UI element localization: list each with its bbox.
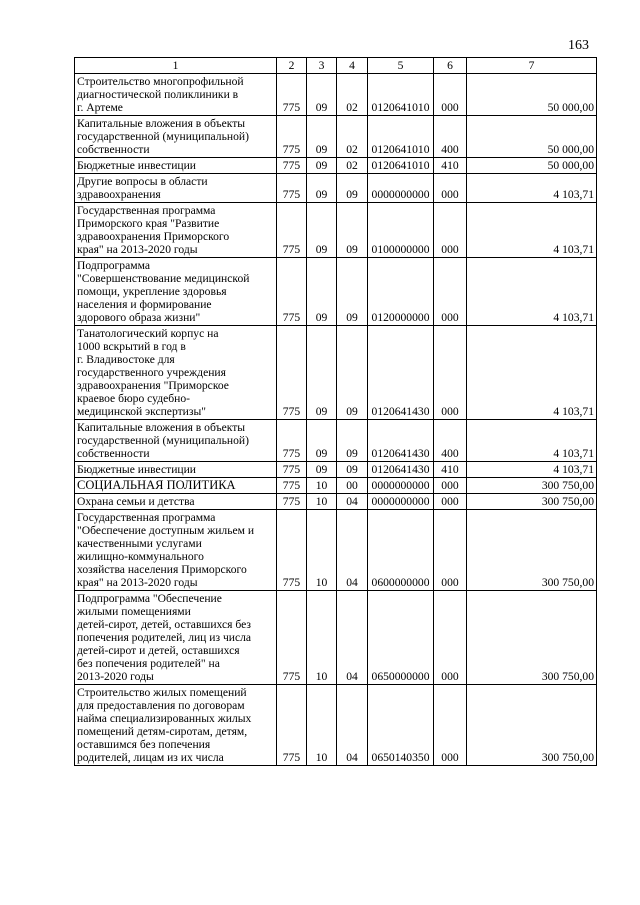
amount: 300 750,00 <box>467 510 597 591</box>
amount: 4 103,71 <box>467 420 597 462</box>
expense-type-code: 000 <box>434 258 467 326</box>
amount: 50 000,00 <box>467 158 597 174</box>
item-name: Государственная программа Приморского края "Развитие здравоохранения Приморского края" на 2013-2020 годы <box>75 203 277 258</box>
table-row <box>75 116 597 158</box>
subsection-code: 04 <box>337 510 368 591</box>
section-code: 10 <box>307 510 337 591</box>
subsection-code: 09 <box>337 420 368 462</box>
subsection-code: 09 <box>337 326 368 420</box>
section-code: 09 <box>307 326 337 420</box>
target-article-code: 0650000000 <box>368 591 434 685</box>
subsection-code: 02 <box>337 116 368 158</box>
subsection-code: 04 <box>337 494 368 510</box>
expense-type-code: 000 <box>434 174 467 203</box>
amount: 50 000,00 <box>467 116 597 158</box>
item-name: Подпрограмма "Совершенствование медицинской помощи, укрепление здоровья населения и формирование здорового образа жизни" <box>75 258 277 326</box>
table-row <box>75 462 597 478</box>
table-row <box>75 158 597 174</box>
ministry-code: 775 <box>277 258 307 326</box>
table-row <box>75 494 597 510</box>
expense-type-code: 000 <box>434 685 467 766</box>
amount: 50 000,00 <box>467 74 597 116</box>
ministry-code: 775 <box>277 510 307 591</box>
header-col-7: 7 <box>467 58 597 74</box>
amount: 4 103,71 <box>467 462 597 478</box>
header-col-6: 6 <box>434 58 467 74</box>
expense-type-code: 000 <box>434 494 467 510</box>
header-col-1: 1 <box>75 58 277 74</box>
table-row <box>75 685 597 766</box>
amount: 300 750,00 <box>467 494 597 510</box>
item-name: Капитальные вложения в объекты государственной (муниципальной) собственности <box>75 420 277 462</box>
subsection-code: 09 <box>337 174 368 203</box>
expense-type-code: 000 <box>434 478 467 494</box>
header-col-5: 5 <box>368 58 434 74</box>
target-article-code: 0600000000 <box>368 510 434 591</box>
ministry-code: 775 <box>277 74 307 116</box>
target-article-code: 0120641010 <box>368 116 434 158</box>
ministry-code: 775 <box>277 203 307 258</box>
expense-type-code: 400 <box>434 116 467 158</box>
item-name: Охрана семьи и детства <box>75 494 277 510</box>
amount: 300 750,00 <box>467 478 597 494</box>
table-row <box>75 420 597 462</box>
table-body <box>75 74 597 766</box>
ministry-code: 775 <box>277 174 307 203</box>
item-name: СОЦИАЛЬНАЯ ПОЛИТИКА <box>75 478 277 494</box>
page-number: 163 <box>568 38 589 53</box>
table-row <box>75 74 597 116</box>
section-code: 10 <box>307 591 337 685</box>
target-article-code: 0120641010 <box>368 158 434 174</box>
table-row <box>75 510 597 591</box>
section-code: 10 <box>307 478 337 494</box>
subsection-code: 04 <box>337 591 368 685</box>
subsection-code: 02 <box>337 74 368 116</box>
table-row <box>75 174 597 203</box>
table-row <box>75 326 597 420</box>
item-name: Строительство жилых помещений для предоставления по договорам найма специализированных жилых помещений детям-сиротам, детям, оставшимся без попечения родителей, лицам из их числа <box>75 685 277 766</box>
amount: 4 103,71 <box>467 174 597 203</box>
amount: 4 103,71 <box>467 326 597 420</box>
ministry-code: 775 <box>277 494 307 510</box>
amount: 300 750,00 <box>467 591 597 685</box>
ministry-code: 775 <box>277 591 307 685</box>
section-code: 09 <box>307 74 337 116</box>
target-article-code: 0650140350 <box>368 685 434 766</box>
table-row <box>75 591 597 685</box>
target-article-code: 0120641010 <box>368 74 434 116</box>
table-row <box>75 258 597 326</box>
expense-type-code: 400 <box>434 420 467 462</box>
amount: 4 103,71 <box>467 203 597 258</box>
subsection-code: 09 <box>337 203 368 258</box>
ministry-code: 775 <box>277 685 307 766</box>
section-code: 09 <box>307 420 337 462</box>
header-col-2: 2 <box>277 58 307 74</box>
target-article-code: 0120641430 <box>368 462 434 478</box>
budget-table <box>74 57 597 766</box>
header-row <box>75 58 597 74</box>
section-code: 10 <box>307 494 337 510</box>
amount: 300 750,00 <box>467 685 597 766</box>
subsection-code: 04 <box>337 685 368 766</box>
subsection-code: 02 <box>337 158 368 174</box>
section-code: 09 <box>307 116 337 158</box>
section-code: 09 <box>307 258 337 326</box>
ministry-code: 775 <box>277 158 307 174</box>
ministry-code: 775 <box>277 462 307 478</box>
target-article-code: 0000000000 <box>368 174 434 203</box>
expense-type-code: 000 <box>434 74 467 116</box>
item-name: Танатологический корпус на 1000 вскрытий в год в г. Владивостоке для государственного учреждения здравоохранения "Приморское краевое бюро судебно- медицинской экспертизы" <box>75 326 277 420</box>
item-name: Капитальные вложения в объекты государственной (муниципальной) собственности <box>75 116 277 158</box>
target-article-code: 0000000000 <box>368 494 434 510</box>
item-name: Строительство многопрофильной диагностической поликлиники в г. Артеме <box>75 74 277 116</box>
target-article-code: 0100000000 <box>368 203 434 258</box>
target-article-code: 0120641430 <box>368 326 434 420</box>
target-article-code: 0120000000 <box>368 258 434 326</box>
target-article-code: 0120641430 <box>368 420 434 462</box>
header-col-3: 3 <box>307 58 337 74</box>
section-code: 09 <box>307 158 337 174</box>
target-article-code: 0000000000 <box>368 478 434 494</box>
section-code: 10 <box>307 685 337 766</box>
section-code: 09 <box>307 174 337 203</box>
expense-type-code: 410 <box>434 462 467 478</box>
section-code: 09 <box>307 462 337 478</box>
ministry-code: 775 <box>277 420 307 462</box>
item-name: Государственная программа "Обеспечение доступным жильем и качественными услугами жилищно-коммунального хозяйства населения Приморского края" на 2013-2020 годы <box>75 510 277 591</box>
item-name: Бюджетные инвестиции <box>75 158 277 174</box>
expense-type-code: 000 <box>434 510 467 591</box>
expense-type-code: 000 <box>434 203 467 258</box>
table-row <box>75 478 597 494</box>
item-name: Другие вопросы в области здравоохранения <box>75 174 277 203</box>
section-code: 09 <box>307 203 337 258</box>
expense-type-code: 410 <box>434 158 467 174</box>
item-name: Бюджетные инвестиции <box>75 462 277 478</box>
table-row <box>75 203 597 258</box>
item-name: Подпрограмма "Обеспечение жилыми помещениями детей-сирот, детей, оставшихся без попечения родителей, лиц из числа детей-сирот и детей, оставшихся без попечения родителей" на 2013-2020 годы <box>75 591 277 685</box>
subsection-code: 09 <box>337 462 368 478</box>
header-col-4: 4 <box>337 58 368 74</box>
expense-type-code: 000 <box>434 591 467 685</box>
expense-type-code: 000 <box>434 326 467 420</box>
amount: 4 103,71 <box>467 258 597 326</box>
ministry-code: 775 <box>277 116 307 158</box>
subsection-code: 09 <box>337 258 368 326</box>
ministry-code: 775 <box>277 478 307 494</box>
ministry-code: 775 <box>277 326 307 420</box>
subsection-code: 00 <box>337 478 368 494</box>
